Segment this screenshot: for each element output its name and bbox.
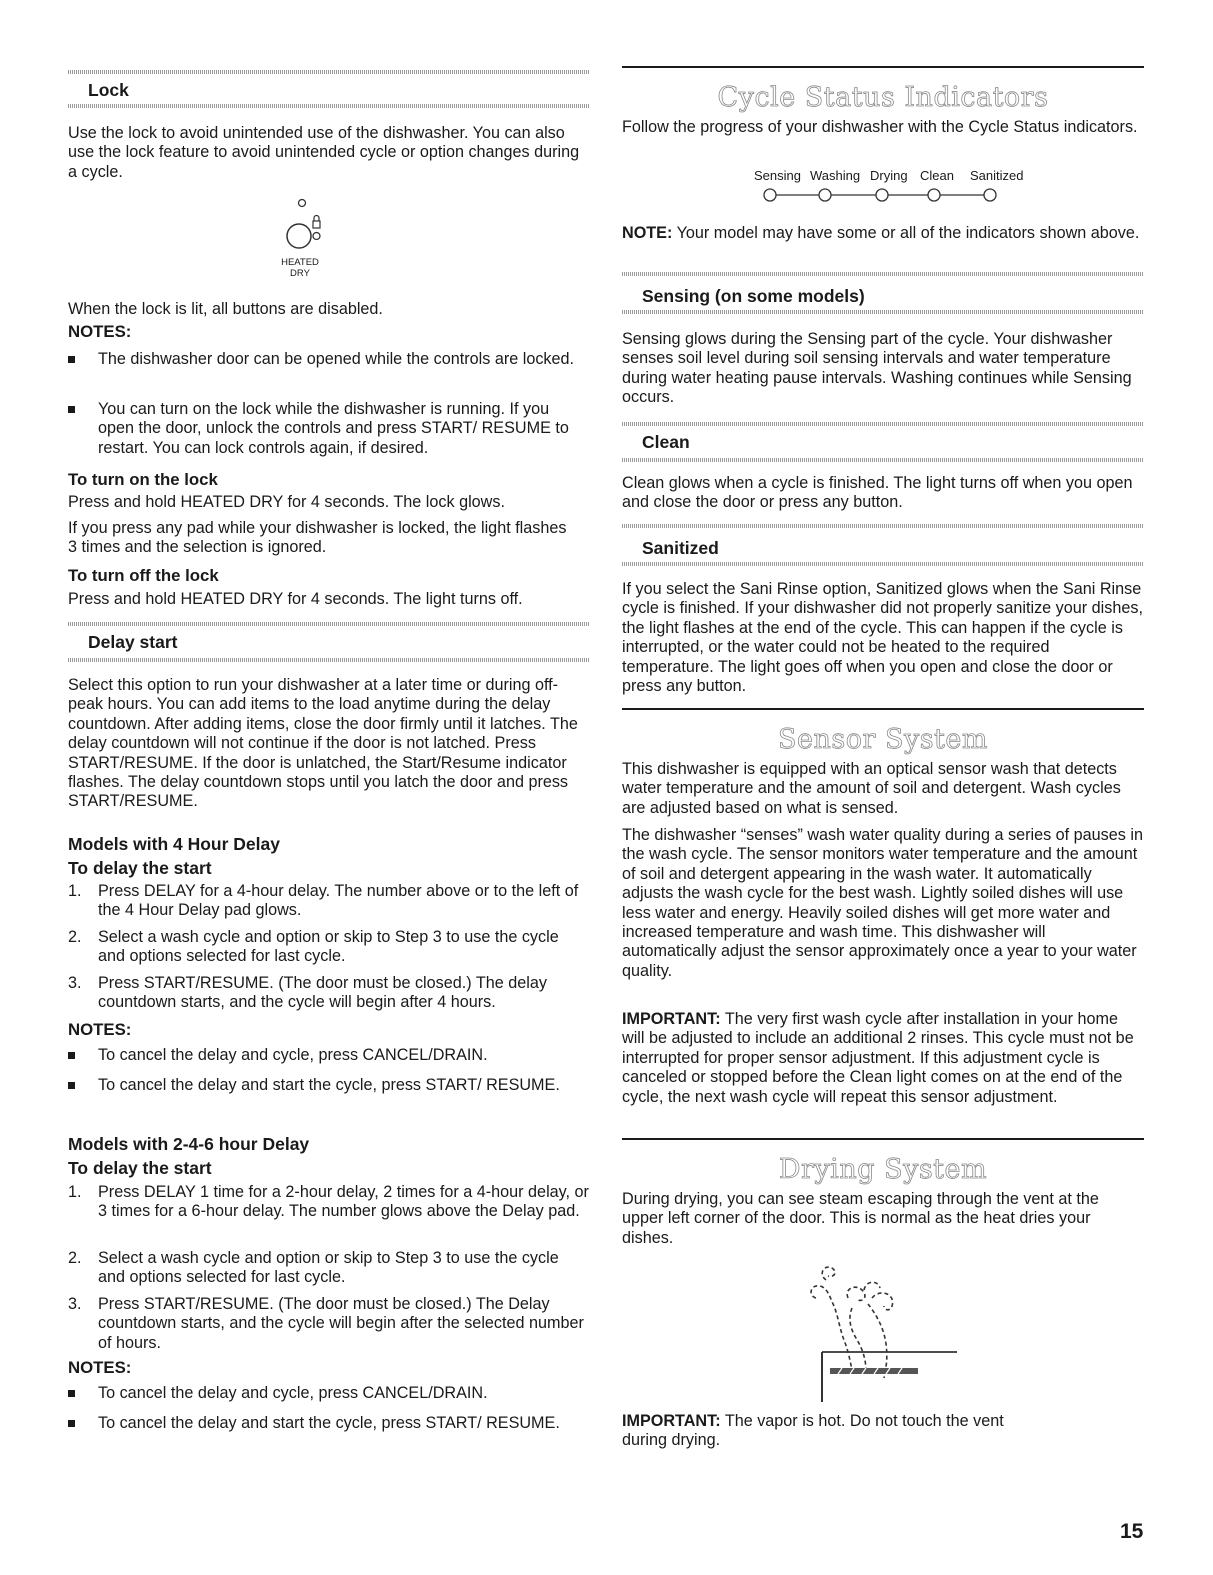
bullet-icon [68,406,75,413]
list-item: 2. Select a wash cycle and option or skip to Step 3 to use the cycle and options selected for last cycle. [68,1249,559,1287]
lock-intro: Use the lock to avoid unintended use of the dishwasher. You can also use the lock feature to avoid unintended cycle or option changes during a cycle. [68,124,580,181]
sanitized-heading: Sanitized [642,538,719,558]
list-item: 2. Select a wash cycle and option or skip to Step 3 to use the cycle and options selected for last cycle. [68,928,559,966]
list-item: 1. Press DELAY for a 4-hour delay. The number above or to the left of the 4 Hour Delay pad glows. [68,882,579,920]
section-divider [68,70,590,74]
indicator-light-icon [876,189,888,201]
list-item: 1. Press DELAY 1 time for a 2-hour delay, 2 times for a 4-hour delay, or 3 times for a 6-hour delay. The number glows above the Delay pad. [68,1183,589,1221]
section-divider [622,458,1144,462]
turn-on-text: Press and hold HEATED DRY for 4 seconds. The lock glows. [68,493,505,511]
turn-on-heading: To turn on the lock [68,470,218,489]
delay-notes-label: NOTES: [68,1020,132,1039]
indicator-light-icon [764,189,776,201]
delay-start-subheading: To delay the start [68,1158,212,1178]
lock-notes-label: NOTES: [68,322,132,341]
section-rule [622,66,1144,68]
drying-system-title: Drying System [778,1154,988,1185]
sensor-p2: The dishwasher “senses” wash water quality during a series of pauses in the wash cycle. The sensor monitors water temperature and the amount of soil and detergent appearing in the wash water. It automatically adjusts the wash cycle for the best wash. Lightly soiled dishes will use less water and energy. Heavily soiled dishes will get more water and increased temperature and wash time. This dishwasher will automatically adjust the sensor approximately once a year to your water quality. [622,826,1143,980]
important-text: The vapor is hot. Do not touch the vent during drying. [622,1412,1004,1450]
page-number: 15 [1120,1520,1144,1543]
important-label: IMPORTANT: [622,1010,721,1028]
lock-lit-text: When the lock is lit, all buttons are disabled. [68,300,383,318]
indicator-label-clean: Clean [920,168,954,183]
indicator-label-drying: Drying [870,168,908,183]
drying-important [622,1412,1052,1451]
list-item: The dishwasher door can be opened while the controls are locked. [68,350,590,369]
step-number: 2. [68,1249,82,1267]
section-divider [622,524,1144,528]
delay-notes-label: NOTES: [68,1358,132,1377]
indicator-label-sensing: Sensing [754,168,801,183]
section-divider [68,104,590,108]
indicator-lights-graphic [762,186,1002,206]
step-number: 3. [68,1295,82,1313]
list-item: You can turn on the lock while the dishwasher is running. If you open the door, unlock the controls and press START/ RESUME to restart. You can lock controls again, if desired. [68,400,590,458]
bullet-icon [68,1052,75,1059]
step-number: 1. [68,882,82,900]
important-text: The very first wash cycle after installation in your home will be adjusted to include an additional 2 rinses. This cycle must not be interrupted for proper sensor adjustment. If this adjustment cycle is canceled or stopped before the Clean light comes on at the end of the cycle, the next wash cycle will repeat this sensor adjustment. [622,1010,1134,1106]
models-246-hour-heading: Models with 2-4-6 hour Delay [68,1134,310,1154]
cycle-status-intro: Follow the progress of your dishwasher with the Cycle Status indicators. [622,118,1138,136]
section-divider [68,658,590,662]
note-label: NOTE: [622,224,673,242]
sensor-important [622,1010,1144,1107]
turn-off-text: Press and hold HEATED DRY for 4 seconds. The light turns off. [68,590,523,608]
bullet-icon [68,1082,75,1089]
indicator-note [622,224,1144,243]
step-number: 2. [68,928,82,946]
indicator-light-icon [819,189,831,201]
sensor-p1: This dishwasher is equipped with an optical sensor wash that detects water temperature and the amount of soil and detergent. Wash cycles are adjusted based on what is sensed. [622,760,1121,817]
delay-intro: Select this option to run your dishwasher at a later time or during off-peak hours. You can add items to the load anytime during the delay countdown. After adding items, close the door firmly until it latches. The delay countdown will not continue if the door is not latched. Press START/RESUME. If the door is unlatched, the Start/Resume indicator flashes. The delay countdown stops until you latch the door and press START/RESUME. [68,676,578,811]
models-4-hour-heading: Models with 4 Hour Delay [68,834,280,854]
section-rule [622,1138,1144,1140]
cycle-status-title: Cycle Status Indicators [717,82,1049,113]
list-item: To cancel the delay and cycle, press CANCEL/DRAIN. [68,1046,590,1065]
section-divider [622,310,1144,314]
list-item: To cancel the delay and cycle, press CANCEL/DRAIN. [68,1384,590,1403]
steam-vent-illustration [802,1258,962,1404]
delay-start-heading: Delay start [88,632,178,652]
turn-off-heading: To turn off the lock [68,566,219,585]
drying-p1: During drying, you can see steam escaping through the vent at the upper left corner of the door. This is normal as the heat dries your dishes. [622,1190,1099,1247]
indicator-label-sanitized: Sanitized [970,168,1024,183]
section-divider [68,622,590,626]
press-any-text: If you press any pad while your dishwasher is locked, the light flashes 3 times and the selection is ignored. [68,519,567,557]
section-divider [622,272,1144,276]
delay-start-subheading: To delay the start [68,858,212,878]
section-rule [622,708,1144,710]
bullet-icon [68,356,75,363]
bullet-icon [68,1420,75,1427]
indicator-label-washing: Washing [810,168,861,183]
clean-text: Clean glows when a cycle is finished. The light turns off when you open and close the door or press any button. [622,474,1133,512]
list-item: To cancel the delay and start the cycle, press START/ RESUME. [68,1414,590,1433]
clean-heading: Clean [642,432,690,452]
important-label: IMPORTANT: [622,1412,721,1430]
cycle-status-indicators [754,168,1082,208]
step-number: 1. [68,1183,82,1201]
indicator-light-icon [928,189,940,201]
figure-label-heated: HEATED [281,257,319,268]
list-item: 3. Press START/RESUME. (The door must be closed.) The delay countdown starts, and the cycle will begin after 4 hours. [68,974,547,1012]
indicator-light-icon [984,189,996,201]
section-divider [622,562,1144,566]
step-number: 3. [68,974,82,992]
sensing-heading: Sensing (on some models) [642,286,865,306]
note-text: Your model may have some or all of the indicators shown above. [672,224,1140,242]
figure-label-dry: DRY [290,268,310,279]
sanitized-text: If you select the Sani Rinse option, Sanitized glows when the Sani Rinse cycle is finished. If your dishwasher did not properly sanitize your dishes, the light flashes at the end of the cycle. This can happen if the cycle is interrupted, or the water could not be heated to the required temperature. The light goes off when you open and close the door or press any button. [622,580,1143,696]
sensor-system-title: Sensor System [777,724,988,755]
lock-heading: Lock [88,80,129,100]
list-item: To cancel the delay and start the cycle, press START/ RESUME. [68,1076,590,1095]
bullet-icon [68,1390,75,1397]
sensing-text: Sensing glows during the Sensing part of the cycle. Your dishwasher senses soil level during soil sensing intervals and water temperature during water heating pause intervals. Washing continues while Sensing occurs. [622,330,1132,407]
lock-figure [268,190,368,282]
list-item: 3. Press START/RESUME. (The door must be closed.) The Delay countdown starts, and the cycle will begin after the selected number of hours. [68,1295,584,1352]
section-divider [622,422,1144,426]
